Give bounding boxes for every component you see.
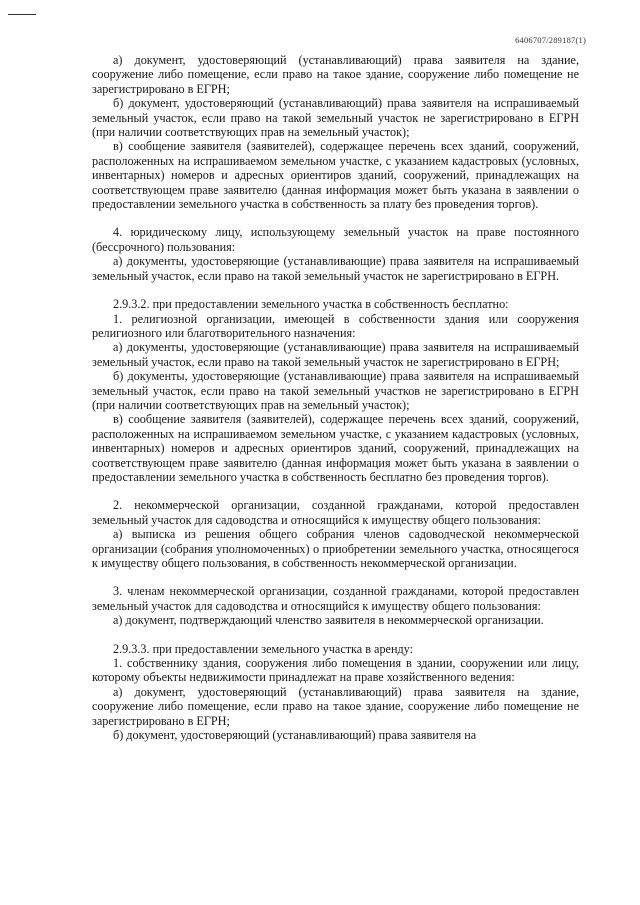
paragraph: в) сообщение заявителя (заявителей), содержащее перечень всех зданий, сооружений, расположенных на испрашиваемом земельном участке, с указанием кадастровых (условных, инвентарных) номеров и адресных ориентиров зданий, сооружений, принадлежащих на соответствующем праве заявителю (данная информация может быть указана в заявлении о предоставлении земельного участка в собственность бесплатно без проведения торгов). bbox=[92, 412, 579, 484]
paragraph: а) документы, удостоверяющие (устанавливающие) права заявителя на испрашиваемый земельный участок, если право на такой земельный участок не зарегистрировано в ЕГРН. bbox=[92, 254, 579, 283]
paragraph: б) документ, удостоверяющий (устанавливающий) права заявителя на испрашиваемый земельный участок, если право на такой земельный участок не зарегистрировано в ЕГРН (при наличии соответствующих прав на земельный участок); bbox=[92, 96, 579, 140]
document-number: 6406707/289187(1) bbox=[515, 35, 586, 45]
paragraph: а) документы, удостоверяющие (устанавливающие) права заявителя на испрашиваемый земельный участок, если право на такой земельный участок не зарегистрировано в ЕГРН; bbox=[92, 340, 579, 369]
paragraph: 1. собственнику здания, сооружения либо помещения в здании, сооружении или лицу, которому объекты недвижимости принадлежат на праве хозяйственного ведения: bbox=[92, 656, 579, 685]
paragraph: б) документ, удостоверяющий (устанавливающий) права заявителя на bbox=[113, 728, 477, 743]
paragraph: 4. юридическому лицу, использующему земельный участок на праве постоянного (бессрочного) пользования: bbox=[92, 225, 579, 254]
paragraph: 2.9.3.2. при предоставлении земельного участка в собственность бесплатно: bbox=[113, 297, 509, 312]
top-rule bbox=[8, 14, 36, 15]
paragraph: 2. некоммерческой организации, созданной гражданами, которой предоставлен земельный участок для садоводства и относящийся к имуществу общего пользования: bbox=[92, 498, 579, 527]
paragraph: 2.9.3.3. при предоставлении земельного участка в аренду: bbox=[113, 641, 414, 656]
paragraph: б) документы, удостоверяющие (устанавливающие) права заявителя на испрашиваемый земельный участок, если право на такой земельный участков не зарегистрировано в ЕГРН (при наличии соответствующих прав на земельный участок); bbox=[92, 369, 579, 412]
paragraph: а) выписка из решения общего собрания членов садоводческой некоммерческой организации (собрания уполномоченных) о приобретении земельного участка, относящегося к имуществу общего пользования, в собственность некоммерческой организации. bbox=[92, 527, 579, 570]
document-body bbox=[92, 53, 579, 742]
paragraph: а) документ, удостоверяющий (устанавливающий) права заявителя на здание, сооружение либо помещение, если право на такое здание, сооружение либо помещение не зарегистрировано в ЕГРН; bbox=[92, 684, 579, 728]
paragraph: 1. религиозной организации, имеющей в собственности здания или сооружения религиозного или благотворительного назначения: bbox=[92, 311, 579, 340]
paragraph: а) документ, удостоверяющий (устанавливающий) права заявителя на здание, сооружение либо помещение, если право на такое здание, сооружение либо помещение не зарегистрировано в ЕГРН; bbox=[92, 53, 579, 96]
paragraph: а) документ, подтверждающий членство заявителя в некоммерческой организации. bbox=[113, 613, 544, 628]
paragraph: 3. членам некоммерческой организации, созданной гражданами, которой предоставлен земельный участок для садоводства и относящийся к имуществу общего пользования: bbox=[92, 584, 579, 613]
paragraph: в) сообщение заявителя (заявителей), содержащее перечень всех зданий, сооружений, расположенных на испрашиваемом земельном участке, с указанием кадастровых (условных, инвентарных) номеров и адресных ориентиров зданий, сооружений, принадлежащих на соответствующем праве заявителю (данная информация может быть указана в заявлении о предоставлении земельного участка в собственность за плату без проведения торгов). bbox=[92, 139, 579, 212]
